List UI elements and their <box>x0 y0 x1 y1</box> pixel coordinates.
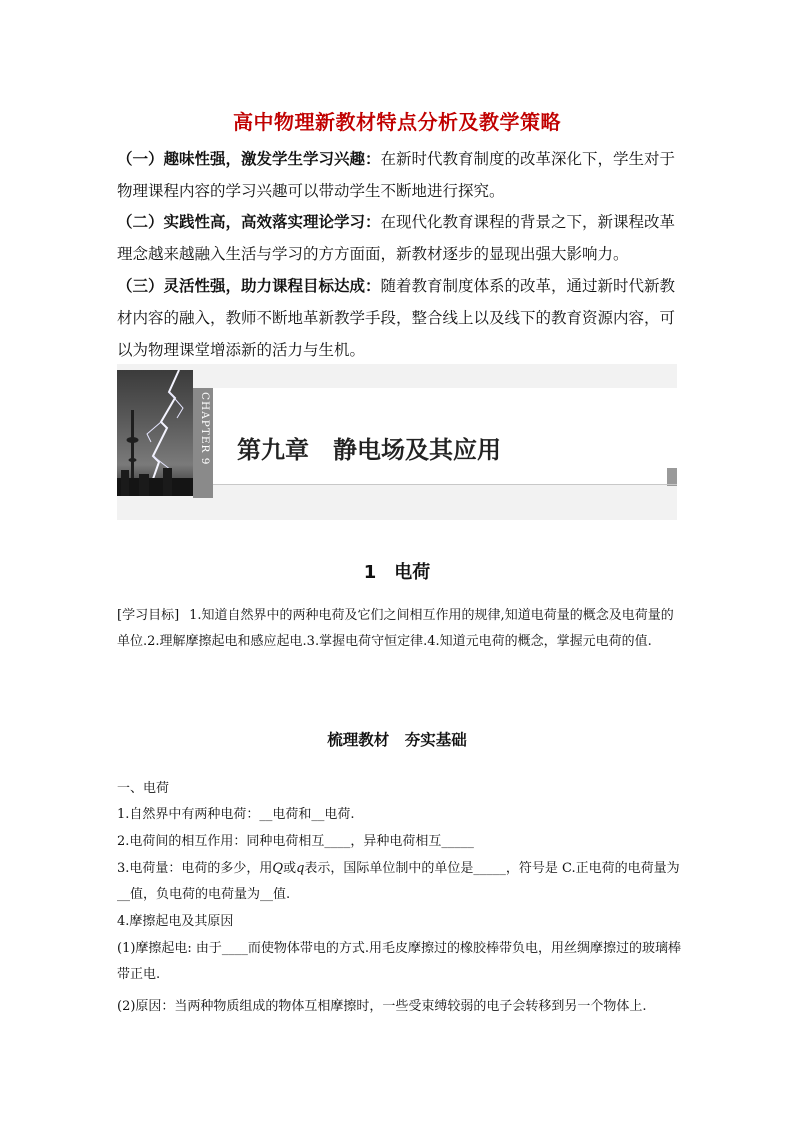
content-item-1: 1.自然界中有两种电荷：__电荷和__电荷. <box>117 807 355 822</box>
intro-text-2: 在现代化教育课程的背景之下，新课程改革理念越来越融入生活与学习的方方面面，新教材逐步的显现出强大影响力。 <box>117 213 676 263</box>
content-item-3-or: 或 <box>283 861 297 876</box>
chapter-title: 第九章 静电场及其应用 <box>237 436 501 464</box>
intro-text-1: 在新时代教育制度的改革深化下，学生对于物理课程内容的学习兴趣可以带动学生不断地进行探究。 <box>117 150 676 200</box>
intro-paragraph-3 <box>117 270 683 366</box>
content-item-3-b: 表示，国际单位制中的单位是_____，符号是 C.正电荷的电荷量为__值，负电荷的电荷量为__值. <box>117 861 680 902</box>
intro-text-3: 随着教育制度体系的改革，通过新时代新教材内容的融入，教师不断地革新教学手段，整合线上以及线下的教育资源内容，可以为物理课堂增添新的活力与生机。 <box>117 277 676 359</box>
banner-divider <box>213 484 677 485</box>
content-item-4: 4.摩擦起电及其原因 <box>117 914 234 929</box>
intro-label-2: （二）实践性高，高效落实理论学习： <box>117 212 381 231</box>
chapter-en-label: CHAPTER 9 <box>199 392 211 466</box>
learning-goals-label: [学习目标] <box>117 608 180 623</box>
section-title: 1 电荷 <box>363 562 431 583</box>
lightning-illustration <box>117 370 193 496</box>
chapter-banner <box>117 364 677 520</box>
intro-paragraph-1 <box>117 143 683 207</box>
intro-label-3: （三）灵活性强，助力课程目标达成： <box>117 276 381 295</box>
page-title: 高中物理新教材特点分析及教学策略 <box>233 110 561 134</box>
intro-label-1: （一）趣味性强，激发学生学习兴趣： <box>117 149 381 168</box>
learning-goals-text: 1.知道自然界中的两种电荷及它们之间相互作用的规律,知道电荷量的概念及电荷量的单位.2.理解摩擦起电和感应起电.3.掌握电荷守恒定律.4.知道元电荷的概念，掌握元电荷的值. <box>117 608 674 649</box>
chapter-ribbon <box>193 388 213 498</box>
content-item-2: 2.电荷间的相互作用：同种电荷相互____，异种电荷相互_____ <box>117 834 474 849</box>
sub-section-title: 梳理教材 夯实基础 <box>327 731 467 749</box>
content-item-3-a: 3.电荷量：电荷的多少，用 <box>117 861 273 876</box>
lightning-photo <box>117 370 193 496</box>
learning-goals <box>117 603 683 655</box>
content-item-3 <box>117 856 683 908</box>
content-item-6: (2)原因：当两种物质组成的物体互相摩擦时，一些受束缚较弱的电子会转移到另一个物体上. <box>117 999 647 1014</box>
symbol-q: q <box>296 861 305 876</box>
content-item-5: (1)摩擦起电: 由于____而使物体带电的方式.用毛皮摩擦过的橡胶棒带负电，用丝绸摩擦过的玻璃棒带正电. <box>117 941 682 982</box>
content-heading: 一、电荷 <box>117 781 170 796</box>
symbol-Q: Q <box>272 861 284 876</box>
intro-paragraph-2 <box>117 206 683 270</box>
